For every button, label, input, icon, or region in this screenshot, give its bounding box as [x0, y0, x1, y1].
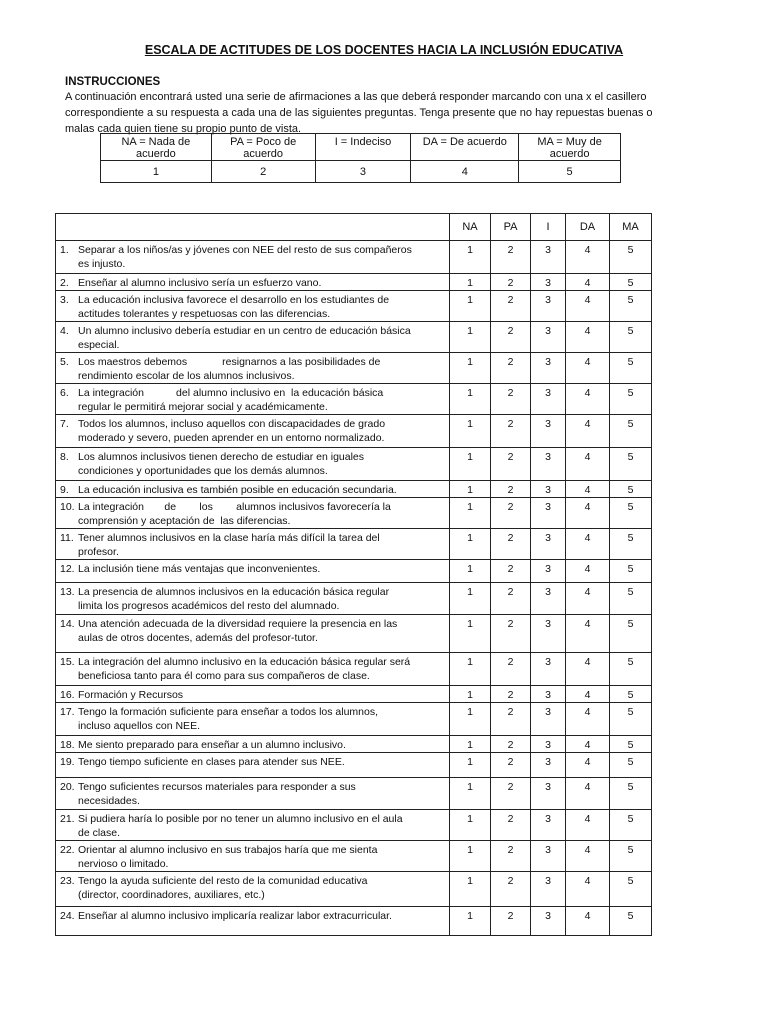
scale-value: 5 — [519, 161, 621, 183]
statement-number: 6. — [60, 387, 69, 399]
table-row — [56, 583, 652, 615]
statement-text: es injusto. — [78, 258, 126, 270]
statement-cell — [56, 841, 450, 872]
statement-number: 12. — [60, 563, 75, 575]
rating-cell-da[interactable]: 4 — [566, 353, 610, 384]
statement-text: nervioso o limitado. — [78, 858, 169, 870]
rating-cell-da[interactable]: 4 — [566, 529, 610, 560]
rating-cell-na[interactable]: 1 — [450, 653, 491, 686]
rating-cell-da[interactable]: 4 — [566, 384, 610, 415]
statement-text: Me siento preparado para enseñar a un alumno inclusivo. — [78, 739, 346, 751]
statement-number: 13. — [60, 586, 75, 598]
rating-cell-pa[interactable]: 2 — [491, 415, 531, 448]
header-i: I — [531, 214, 566, 241]
rating-cell-i[interactable]: 3 — [531, 872, 566, 907]
rating-cell-pa[interactable]: 2 — [491, 384, 531, 415]
rating-cell-i[interactable]: 3 — [531, 274, 566, 291]
statement-text: La educación inclusiva es también posible en educación secundaria. — [78, 484, 397, 496]
table-row — [56, 322, 652, 353]
rating-cell-ma[interactable]: 5 — [610, 448, 652, 481]
rating-cell-i[interactable]: 3 — [531, 560, 566, 583]
statement-cell — [56, 778, 450, 810]
rating-cell-pa[interactable]: 2 — [491, 810, 531, 841]
statement-text: La educación inclusiva favorece el desarrollo en los estudiantes de — [78, 294, 390, 306]
rating-cell-ma[interactable]: 5 — [610, 778, 652, 810]
scale-value: 2 — [211, 161, 315, 183]
table-row — [56, 686, 652, 703]
rating-cell-na[interactable]: 1 — [450, 384, 491, 415]
statement-text: comprensión y aceptación de las diferencias. — [78, 515, 291, 527]
rating-cell-pa[interactable]: 2 — [491, 560, 531, 583]
rating-cell-da[interactable]: 4 — [566, 653, 610, 686]
statement-number: 4. — [60, 325, 69, 337]
scale-label-ma: MA = Muy de acuerdo — [519, 134, 621, 161]
rating-cell-ma[interactable]: 5 — [610, 353, 652, 384]
header-da: DA — [566, 214, 610, 241]
rating-cell-da[interactable]: 4 — [566, 778, 610, 810]
rating-cell-na[interactable]: 1 — [450, 753, 491, 778]
statement-number: 18. — [60, 739, 75, 751]
statement-text: moderado y severo, pueden aprender en un entorno normalizado. — [78, 432, 385, 444]
statement-text: Enseñar al alumno inclusivo sería un esfuerzo vano. — [78, 277, 322, 289]
statement-cell — [56, 353, 450, 384]
scale-legend-table — [100, 133, 621, 183]
rating-cell-na[interactable]: 1 — [450, 872, 491, 907]
scale-label-i: I = Indeciso — [315, 134, 411, 161]
rating-cell-ma[interactable]: 5 — [610, 736, 652, 753]
rating-cell-ma[interactable]: 5 — [610, 753, 652, 778]
statement-number: 21. — [60, 813, 75, 825]
statement-text: Separar a los niños/as y jóvenes con NEE del resto de sus compañeros — [78, 244, 412, 256]
rating-cell-ma[interactable]: 5 — [610, 291, 652, 322]
rating-cell-ma[interactable]: 5 — [610, 274, 652, 291]
rating-cell-pa[interactable]: 2 — [491, 703, 531, 736]
rating-cell-na[interactable]: 1 — [450, 274, 491, 291]
rating-cell-ma[interactable]: 5 — [610, 703, 652, 736]
instructions-text — [65, 89, 765, 137]
table-row — [56, 907, 652, 936]
table-row — [56, 560, 652, 583]
scale-value: 1 — [101, 161, 212, 183]
rating-cell-pa[interactable]: 2 — [491, 907, 531, 936]
statement-text: La integración del alumno inclusivo en la educación básica regular será — [78, 656, 411, 668]
rating-cell-ma[interactable]: 5 — [610, 415, 652, 448]
statement-text: Si pudiera haría lo posible por no tener un alumno inclusivo en el aula — [78, 813, 403, 825]
rating-cell-ma[interactable]: 5 — [610, 907, 652, 936]
statement-number: 3. — [60, 294, 69, 306]
questionnaire-body — [56, 241, 652, 936]
rating-cell-i[interactable]: 3 — [531, 322, 566, 353]
rating-cell-ma[interactable]: 5 — [610, 498, 652, 529]
statement-cell — [56, 241, 450, 274]
rating-cell-i[interactable]: 3 — [531, 241, 566, 274]
table-row — [56, 753, 652, 778]
rating-cell-pa[interactable]: 2 — [491, 498, 531, 529]
statement-cell — [56, 274, 450, 291]
table-row — [56, 353, 652, 384]
statement-number: 23. — [60, 875, 75, 887]
statement-cell — [56, 872, 450, 907]
statement-cell — [56, 907, 450, 936]
statement-text: La presencia de alumnos inclusivos en la educación básica regular — [78, 586, 390, 598]
rating-cell-da[interactable]: 4 — [566, 415, 610, 448]
statement-text: Los maestros debemos resignarnos a las posibilidades de — [78, 356, 381, 368]
scale-label-na: NA = Nada de acuerdo — [101, 134, 212, 161]
rating-cell-i[interactable]: 3 — [531, 291, 566, 322]
rating-cell-da[interactable]: 4 — [566, 907, 610, 936]
statement-text: necesidades. — [78, 795, 140, 807]
statement-cell — [56, 481, 450, 498]
rating-cell-da[interactable]: 4 — [566, 810, 610, 841]
rating-cell-na[interactable]: 1 — [450, 448, 491, 481]
scale-value: 3 — [315, 161, 411, 183]
rating-cell-i[interactable]: 3 — [531, 498, 566, 529]
rating-cell-pa[interactable]: 2 — [491, 241, 531, 274]
table-row — [56, 615, 652, 653]
table-row — [56, 384, 652, 415]
header-pa: PA — [491, 214, 531, 241]
rating-cell-ma[interactable]: 5 — [610, 841, 652, 872]
rating-cell-i[interactable]: 3 — [531, 653, 566, 686]
statement-number: 9. — [60, 484, 69, 496]
table-row — [56, 498, 652, 529]
statement-text: aulas de otros docentes, además del profesor-tutor. — [78, 632, 318, 644]
rating-cell-na[interactable]: 1 — [450, 481, 491, 498]
rating-cell-da[interactable]: 4 — [566, 448, 610, 481]
rating-cell-na[interactable]: 1 — [450, 841, 491, 872]
rating-cell-pa[interactable]: 2 — [491, 653, 531, 686]
rating-cell-ma[interactable]: 5 — [610, 615, 652, 653]
scale-labels-row — [101, 134, 621, 161]
scale-value: 4 — [411, 161, 519, 183]
instructions-line: A continuación encontrará usted una serie de afirmaciones a las que deberá responder marcando con una x el casillero — [65, 91, 647, 103]
statement-text: Tengo la formación suficiente para enseñar a todos los alumnos, — [78, 706, 379, 718]
rating-cell-pa[interactable]: 2 — [491, 481, 531, 498]
rating-cell-i[interactable]: 3 — [531, 686, 566, 703]
rating-cell-na[interactable]: 1 — [450, 498, 491, 529]
rating-cell-na[interactable]: 1 — [450, 353, 491, 384]
rating-cell-na[interactable]: 1 — [450, 686, 491, 703]
rating-cell-da[interactable]: 4 — [566, 481, 610, 498]
table-row — [56, 841, 652, 872]
statement-number: 20. — [60, 781, 75, 793]
table-row — [56, 653, 652, 686]
rating-cell-na[interactable]: 1 — [450, 778, 491, 810]
rating-cell-i[interactable]: 3 — [531, 448, 566, 481]
statement-text: Enseñar al alumno inclusivo implicaría realizar labor extracurricular. — [78, 910, 392, 922]
statement-number: 19. — [60, 756, 75, 768]
rating-cell-da[interactable]: 4 — [566, 615, 610, 653]
rating-cell-da[interactable]: 4 — [566, 583, 610, 615]
rating-cell-na[interactable]: 1 — [450, 415, 491, 448]
rating-cell-pa[interactable]: 2 — [491, 753, 531, 778]
rating-cell-na[interactable]: 1 — [450, 736, 491, 753]
rating-cell-ma[interactable]: 5 — [610, 872, 652, 907]
statement-number: 24. — [60, 910, 75, 922]
rating-cell-na[interactable]: 1 — [450, 322, 491, 353]
rating-cell-ma[interactable]: 5 — [610, 481, 652, 498]
rating-cell-ma[interactable]: 5 — [610, 322, 652, 353]
table-row — [56, 415, 652, 448]
rating-cell-da[interactable]: 4 — [566, 753, 610, 778]
statement-text: (director, coordinadores, auxiliares, etc.) — [78, 889, 265, 901]
rating-cell-na[interactable]: 1 — [450, 560, 491, 583]
statement-text: Tener alumnos inclusivos en la clase haría más difícil la tarea del — [78, 532, 380, 544]
rating-cell-pa[interactable]: 2 — [491, 841, 531, 872]
rating-cell-da[interactable]: 4 — [566, 703, 610, 736]
rating-cell-i[interactable]: 3 — [531, 481, 566, 498]
statement-text: actitudes tolerantes y respetuosas con las diferencias. — [78, 308, 331, 320]
statement-text: especial. — [78, 339, 120, 351]
questionnaire-table — [55, 213, 652, 936]
statement-number: 17. — [60, 706, 75, 718]
statement-cell — [56, 498, 450, 529]
rating-cell-na[interactable]: 1 — [450, 583, 491, 615]
statement-cell — [56, 736, 450, 753]
document-title: ESCALA DE ACTITUDES DE LOS DOCENTES HACIA LA INCLUSIÓN EDUCATIVA — [144, 43, 624, 57]
rating-cell-i[interactable]: 3 — [531, 703, 566, 736]
rating-cell-i[interactable]: 3 — [531, 384, 566, 415]
rating-cell-i[interactable]: 3 — [531, 778, 566, 810]
rating-cell-na[interactable]: 1 — [450, 291, 491, 322]
statement-cell — [56, 529, 450, 560]
rating-cell-da[interactable]: 4 — [566, 736, 610, 753]
rating-cell-da[interactable]: 4 — [566, 560, 610, 583]
rating-cell-i[interactable]: 3 — [531, 841, 566, 872]
statement-number: 10. — [60, 501, 75, 513]
statement-text: Tengo la ayuda suficiente del resto de la comunidad educativa — [78, 875, 368, 887]
statement-text: rendimiento escolar de los alumnos inclusivos. — [78, 370, 295, 382]
statement-text: Todos los alumnos, incluso aquellos con discapacidades de grado — [78, 418, 386, 430]
rating-cell-da[interactable]: 4 — [566, 686, 610, 703]
rating-cell-da[interactable]: 4 — [566, 498, 610, 529]
scale-values-row — [101, 161, 621, 183]
rating-cell-i[interactable]: 3 — [531, 583, 566, 615]
statement-text: Los alumnos inclusivos tienen derecho de estudiar en iguales — [78, 451, 365, 463]
rating-cell-pa[interactable]: 2 — [491, 872, 531, 907]
rating-cell-pa[interactable]: 2 — [491, 353, 531, 384]
statement-cell — [56, 615, 450, 653]
rating-cell-ma[interactable]: 5 — [610, 384, 652, 415]
questionnaire-header-row — [56, 214, 652, 241]
statement-text: Una atención adecuada de la diversidad requiere la presencia en las — [78, 618, 398, 630]
statement-text: Tengo suficientes recursos materiales para responder a sus — [78, 781, 356, 793]
statement-cell — [56, 384, 450, 415]
rating-cell-da[interactable]: 4 — [566, 291, 610, 322]
table-row — [56, 736, 652, 753]
statement-number: 7. — [60, 418, 69, 430]
table-row — [56, 241, 652, 274]
statement-number: 14. — [60, 618, 75, 630]
statement-text: La inclusión tiene más ventajas que inconvenientes. — [78, 563, 321, 575]
statement-text: incluso aquellos con NEE. — [78, 720, 200, 732]
statement-text: La integración del alumno inclusivo en la educación básica — [78, 387, 384, 399]
rating-cell-pa[interactable]: 2 — [491, 615, 531, 653]
statement-cell — [56, 415, 450, 448]
statement-cell — [56, 291, 450, 322]
statement-number: 1. — [60, 244, 69, 256]
rating-cell-pa[interactable]: 2 — [491, 322, 531, 353]
rating-cell-i[interactable]: 3 — [531, 353, 566, 384]
rating-cell-i[interactable]: 3 — [531, 907, 566, 936]
rating-cell-pa[interactable]: 2 — [491, 448, 531, 481]
table-row — [56, 529, 652, 560]
statement-number: 8. — [60, 451, 69, 463]
table-row — [56, 778, 652, 810]
rating-cell-na[interactable]: 1 — [450, 615, 491, 653]
statement-text: Tengo tiempo suficiente en clases para atender sus NEE. — [78, 756, 345, 768]
rating-cell-na[interactable]: 1 — [450, 241, 491, 274]
statement-text: limita los progresos académicos del resto del alumnado. — [78, 600, 340, 612]
rating-cell-pa[interactable]: 2 — [491, 686, 531, 703]
statement-text: Un alumno inclusivo debería estudiar en un centro de educación básica — [78, 325, 411, 337]
table-row — [56, 448, 652, 481]
instructions-line: correspondiente a su respuesta a cada una de las siguientes preguntas. Tenga presente que no hay repuestas buenas o — [65, 107, 653, 119]
instructions-heading: INSTRUCCIONES — [65, 76, 161, 88]
rating-cell-na[interactable]: 1 — [450, 529, 491, 560]
statement-cell — [56, 686, 450, 703]
rating-cell-na[interactable]: 1 — [450, 810, 491, 841]
rating-cell-da[interactable]: 4 — [566, 241, 610, 274]
statement-cell — [56, 703, 450, 736]
scale-label-pa: PA = Poco de acuerdo — [211, 134, 315, 161]
statement-number: 2. — [60, 277, 69, 289]
scale-label-da: DA = De acuerdo — [411, 134, 519, 161]
statement-number: 15. — [60, 656, 75, 668]
rating-cell-i[interactable]: 3 — [531, 529, 566, 560]
statement-cell — [56, 653, 450, 686]
rating-cell-ma[interactable]: 5 — [610, 810, 652, 841]
table-row — [56, 872, 652, 907]
rating-cell-pa[interactable]: 2 — [491, 291, 531, 322]
rating-cell-da[interactable]: 4 — [566, 274, 610, 291]
rating-cell-pa[interactable]: 2 — [491, 778, 531, 810]
table-row — [56, 291, 652, 322]
header-na: NA — [450, 214, 491, 241]
header-ma: MA — [610, 214, 652, 241]
rating-cell-da[interactable]: 4 — [566, 841, 610, 872]
statement-cell — [56, 583, 450, 615]
table-row — [56, 274, 652, 291]
rating-cell-na[interactable]: 1 — [450, 907, 491, 936]
rating-cell-ma[interactable]: 5 — [610, 241, 652, 274]
instructions-line: malas cada quien tiene su propio punto de vista. — [65, 123, 302, 135]
statement-number: 16. — [60, 689, 75, 701]
rating-cell-ma[interactable]: 5 — [610, 653, 652, 686]
rating-cell-na[interactable]: 1 — [450, 703, 491, 736]
statement-text: beneficiosa tanto para él como para sus compañeros de clase. — [78, 670, 370, 682]
statement-text: La integración de los alumnos inclusivos favorecería la — [78, 501, 391, 513]
rating-cell-i[interactable]: 3 — [531, 753, 566, 778]
rating-cell-i[interactable]: 3 — [531, 736, 566, 753]
rating-cell-ma[interactable]: 5 — [610, 583, 652, 615]
statement-number: 5. — [60, 356, 69, 368]
statement-text: profesor. — [78, 546, 119, 558]
rating-cell-pa[interactable]: 2 — [491, 583, 531, 615]
statement-number: 22. — [60, 844, 75, 856]
statement-text: regular le permitirá mejorar social y académicamente. — [78, 401, 328, 413]
rating-cell-pa[interactable]: 2 — [491, 736, 531, 753]
table-row — [56, 481, 652, 498]
rating-cell-da[interactable]: 4 — [566, 872, 610, 907]
rating-cell-i[interactable]: 3 — [531, 615, 566, 653]
table-row — [56, 703, 652, 736]
rating-cell-pa[interactable]: 2 — [491, 274, 531, 291]
statement-cell — [56, 810, 450, 841]
statement-text: condiciones y oportunidades que los demás alumnos. — [78, 465, 328, 477]
statement-cell — [56, 560, 450, 583]
statement-text: Formación y Recursos — [78, 689, 184, 701]
statement-text: de clase. — [78, 827, 121, 839]
table-row — [56, 810, 652, 841]
rating-cell-ma[interactable]: 5 — [610, 560, 652, 583]
rating-cell-i[interactable]: 3 — [531, 415, 566, 448]
rating-cell-pa[interactable]: 2 — [491, 529, 531, 560]
statement-cell — [56, 448, 450, 481]
statement-number: 11. — [60, 532, 74, 544]
statement-cell — [56, 753, 450, 778]
statement-cell — [56, 322, 450, 353]
header-statement-blank — [56, 214, 450, 241]
rating-cell-i[interactable]: 3 — [531, 810, 566, 841]
rating-cell-da[interactable]: 4 — [566, 322, 610, 353]
rating-cell-ma[interactable]: 5 — [610, 686, 652, 703]
statement-text: Orientar al alumno inclusivo en sus trabajos haría que me sienta — [78, 844, 378, 856]
rating-cell-ma[interactable]: 5 — [610, 529, 652, 560]
